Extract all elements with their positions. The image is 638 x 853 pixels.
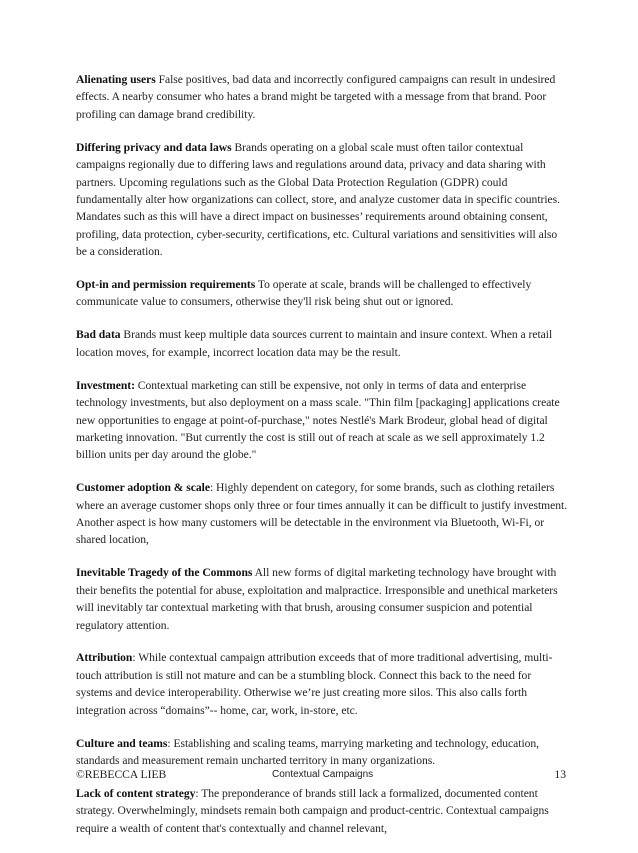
footer-title: Contextual Campaigns: [272, 769, 374, 780]
paragraph-opt-in: [76, 276, 570, 311]
paragraph-text: To operate at scale, brands will be challenged to effectively communicate value to consumers, otherwise they'll risk being shut out or ignored.: [76, 278, 532, 309]
paragraph-heading: Differing privacy and data laws: [76, 140, 232, 154]
paragraph-text: : The preponderance of brands still lack a formalized, documented content strategy. Overwhelmingly, mindsets remain both campaign and product-centric. Contextual campaigns require a wealth of content that's contextually and channel relevant,: [76, 786, 549, 835]
paragraph-alienating-users: [76, 71, 570, 123]
paragraph-culture-teams: [76, 735, 570, 770]
paragraph-heading: Alienating users: [76, 73, 156, 86]
paragraph-text: : While contextual campaign attribution exceeds that of more traditional advertising, multi-touch attribution is still not mature and can be a stumbling block. Connect this back to the need for systems and device interoperability. Otherwise we’re just creating more silos. This also calls forth integration across “domains”-- home, car, work, in-store, etc.: [76, 651, 553, 717]
paragraph-privacy-laws: [76, 139, 570, 261]
paragraph-heading: Lack of content strategy: [76, 786, 196, 800]
page-number: 13: [554, 768, 566, 781]
footer-author: ©REBECCA LIEB: [76, 768, 167, 781]
paragraph-investment: [76, 377, 570, 464]
paragraph-content-strategy: [76, 785, 570, 837]
paragraph-text: Brands must keep multiple data sources current to maintain and insure context. When a retail location moves, for example, incorrect location data may be the result.: [76, 328, 553, 359]
paragraph-text: : Establishing and scaling teams, marrying marketing and technology, education, standards and measurement remain uncharted territory in many organizations.: [76, 736, 540, 767]
paragraph-heading: Culture and teams: [76, 736, 168, 750]
paragraph-text: All new forms of digital marketing technology have brought with their benefits the potential for abuse, exploitation and malpractice. Irresponsible and unethical marketers will inevitably tar contextual marketing with that brush, arousing consumer suspicion and potential regulatory attention.: [76, 566, 558, 632]
paragraph-bad-data: [76, 326, 570, 361]
paragraph-heading: Investment:: [76, 378, 135, 392]
body-text: [76, 71, 570, 853]
paragraph-heading: Attribution: [76, 651, 133, 665]
paragraph-heading: Customer adoption & scale: [76, 481, 210, 495]
paragraph-tragedy-commons: [76, 564, 570, 634]
paragraph-text: False positives, bad data and incorrectly configured campaigns can result in undesired effects. A nearby consumer who hates a brand might be targeted with a message from that brand. Poor profiling can damage brand credibility.: [76, 73, 556, 121]
paragraph-text: : Highly dependent on category, for some brands, such as clothing retailers where an average customer shops only three or four times annually it can be difficult to justify investment. Another aspect is how many customers will be detectable in the environment via Bluetooth, Wi-Fi, or shared location,: [76, 481, 568, 547]
paragraph-text: Brands operating on a global scale must often tailor contextual campaigns regionally due to differing laws and regulations around data, privacy and data sharing with partners. Upcoming regulations such as the Global Data Protection Regulation (GDPR) could fundamentally alter how organizations can collect, store, and analyze customer data in specific countries. Mandates such as this will have a direct impact on businesses’ requirements around obtaining consent, profiling, data protection, cyber-security, certifications, etc. Cultural variations and sensitivities will also be a consideration.: [76, 140, 561, 259]
paragraph-text: Contextual marketing can still be expensive, not only in terms of data and enterprise technology investments, but also deployment on a mass scale. "Thin film [packaging] applications create new opportunities to engage at point-of-purchase," notes Nestlé's Mark Brodeur, global head of digital marketing innovation. "But currently the cost is still out of reach at scale as we sell approximately 1.2 billion units per day around the globe.": [76, 378, 560, 462]
paragraph-heading: Inevitable Tragedy of the Commons: [76, 566, 253, 580]
paragraph-attribution: [76, 649, 570, 719]
paragraph-heading: Opt-in and permission requirements: [76, 278, 256, 292]
paragraph-customer-adoption: [76, 479, 570, 549]
paragraph-heading: Bad data: [76, 328, 121, 342]
page-footer: [76, 766, 566, 784]
